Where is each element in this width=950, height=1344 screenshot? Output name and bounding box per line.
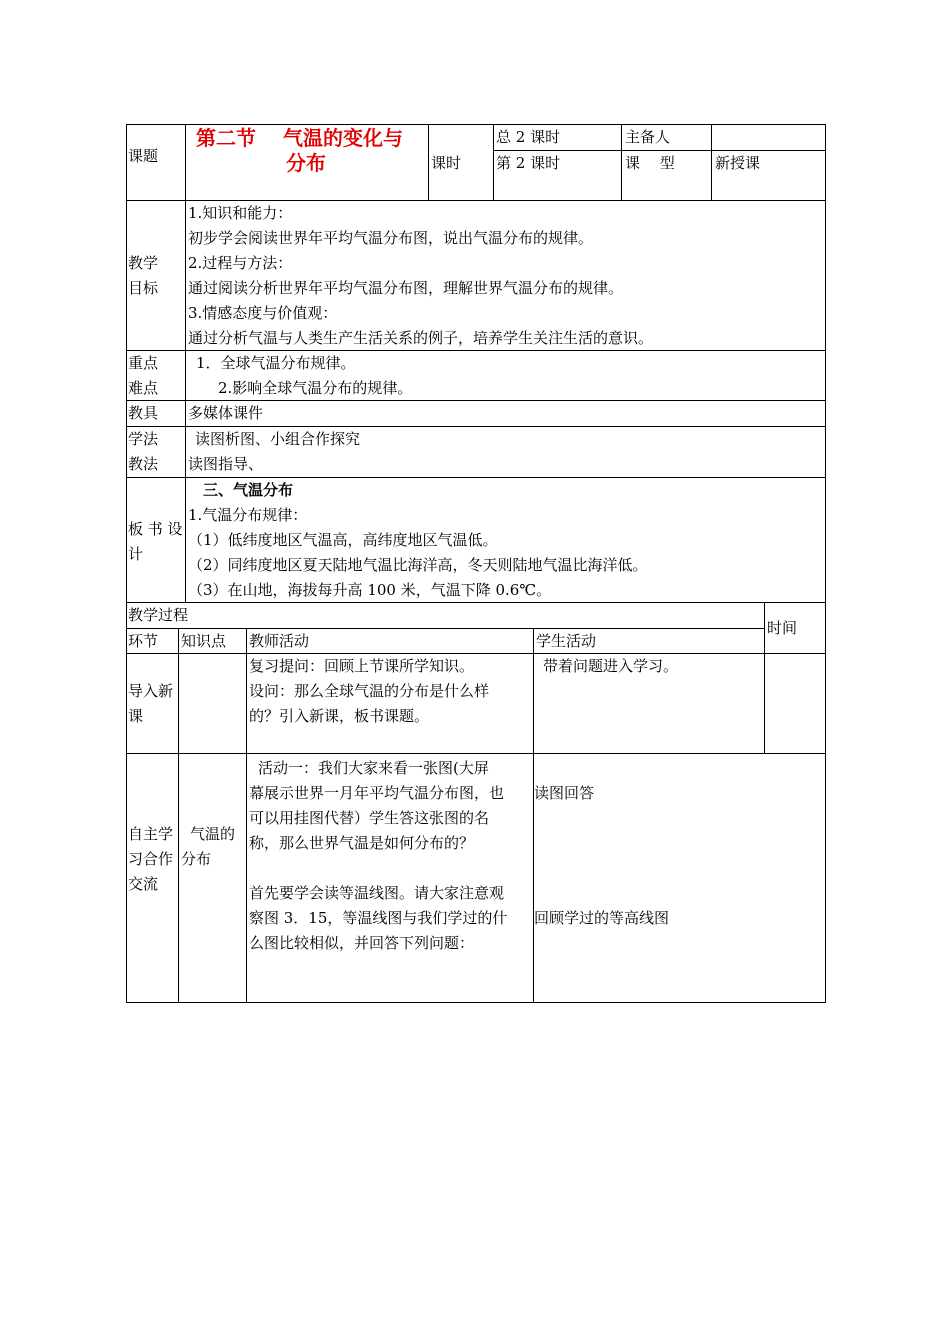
objectives-label-line2: 目标 bbox=[128, 279, 159, 297]
key-point-2: 2.影响全球气温分布的规律。 bbox=[218, 379, 413, 397]
row2-teacher-line: 活动一：我们大家来看一张图(大屏 bbox=[258, 759, 489, 777]
row1-teacher-line: 复习提问：回顾上节课所学知识。 bbox=[249, 657, 475, 675]
row1-stage-line2: 课 bbox=[128, 707, 144, 725]
row1-stage-line1: 导入新 bbox=[128, 682, 174, 700]
row2-student-line1: 读图回答 bbox=[534, 784, 595, 802]
row2-knowledge-line1: 气温的 bbox=[190, 825, 236, 843]
row2-teacher-line: 么图比较相似，并回答下列问题： bbox=[249, 934, 475, 952]
row2-teacher-line: 幕展示世界一月年平均气温分布图，也 bbox=[249, 784, 505, 802]
objective-line: 3.情感态度与价值观： bbox=[188, 304, 338, 322]
objective-line: 通过阅读分析世界年平均气温分布图，理解世界气温分布的规律。 bbox=[188, 279, 624, 297]
board-label-line1: 板 书 设 bbox=[128, 520, 183, 538]
lesson-title-line1: 第二节 气温的变化与 bbox=[196, 126, 403, 150]
lesson-title-line2: 分布 bbox=[286, 151, 326, 175]
objective-line: 初步学会阅读世界年平均气温分布图，说出气温分布的规律。 bbox=[188, 229, 594, 247]
row2-stage-line1: 自主学 bbox=[128, 825, 174, 843]
row1-teacher-line: 设问：那么全球气温的分布是什么样 bbox=[249, 682, 490, 700]
board-line: 1.气温分布规律： bbox=[188, 506, 308, 524]
board-line: （1）低纬度地区气温高，高纬度地区气温低。 bbox=[188, 531, 498, 549]
methods-line2: 读图指导、 bbox=[188, 455, 264, 473]
process-label: 教学过程 bbox=[128, 606, 189, 624]
row2-teacher-line: 称，那么世界气温是如何分布的？ bbox=[249, 834, 475, 852]
row1-teacher-line: 的？引入新课，板书课题。 bbox=[249, 707, 430, 725]
current-period: 第 2 课时 bbox=[496, 154, 561, 172]
board-line: （2）同纬度地区夏天陆地气温比海洋高，冬天则陆地气温比海洋低。 bbox=[188, 556, 648, 574]
objective-line: 2.过程与方法： bbox=[188, 254, 293, 272]
board-label-line2: 计 bbox=[128, 545, 144, 563]
row2-student-line2: 回顾学过的等高线图 bbox=[534, 909, 670, 927]
preparer-label: 主备人 bbox=[625, 128, 671, 146]
column-header-student: 学生活动 bbox=[536, 632, 597, 650]
column-header-teacher: 教师活动 bbox=[249, 632, 310, 650]
row2-stage-line2: 习合作 bbox=[128, 850, 174, 868]
row2-teacher-line: 可以用挂图代替）学生答这张图的名 bbox=[249, 809, 490, 827]
key-points-label-line2: 难点 bbox=[128, 379, 159, 397]
row2-teacher-line: 察图 3．15，等温线图与我们学过的什 bbox=[249, 909, 508, 927]
total-periods: 总 2 课时 bbox=[496, 128, 561, 146]
lesson-label: 课题 bbox=[128, 147, 159, 165]
period-label: 课时 bbox=[431, 154, 462, 172]
tools-label: 教具 bbox=[128, 404, 159, 422]
row2-stage-line3: 交流 bbox=[128, 875, 159, 893]
methods-label-line1: 学法 bbox=[128, 430, 159, 448]
board-line: （3）在山地，海拔每升高 100 米，气温下降 0.6℃。 bbox=[188, 581, 552, 599]
row1-student: 带着问题进入学习。 bbox=[543, 657, 679, 675]
objectives-label-line1: 教学 bbox=[128, 254, 159, 272]
type-label: 课 型 bbox=[625, 154, 675, 172]
key-point-1: 1．全球气温分布规律。 bbox=[196, 354, 356, 372]
row2-teacher-line: 首先要学会读等温线图。请大家注意观 bbox=[249, 884, 505, 902]
column-header-knowledge: 知识点 bbox=[181, 632, 227, 650]
column-header-stage: 环节 bbox=[128, 632, 159, 650]
board-title: 三、气温分布 bbox=[203, 481, 294, 499]
methods-line1: 读图析图、小组合作探究 bbox=[195, 430, 361, 448]
row2-knowledge-line2: 分布 bbox=[181, 850, 212, 868]
tools-value: 多媒体课件 bbox=[188, 404, 264, 422]
methods-label-line2: 教法 bbox=[128, 455, 159, 473]
type-value: 新授课 bbox=[715, 154, 761, 172]
objective-line: 1.知识和能力： bbox=[188, 204, 293, 222]
objective-line: 通过分析气温与人类生产生活关系的例子，培养学生关注生活的意识。 bbox=[188, 329, 654, 347]
time-label: 时间 bbox=[767, 619, 798, 637]
key-points-label-line1: 重点 bbox=[128, 354, 159, 372]
